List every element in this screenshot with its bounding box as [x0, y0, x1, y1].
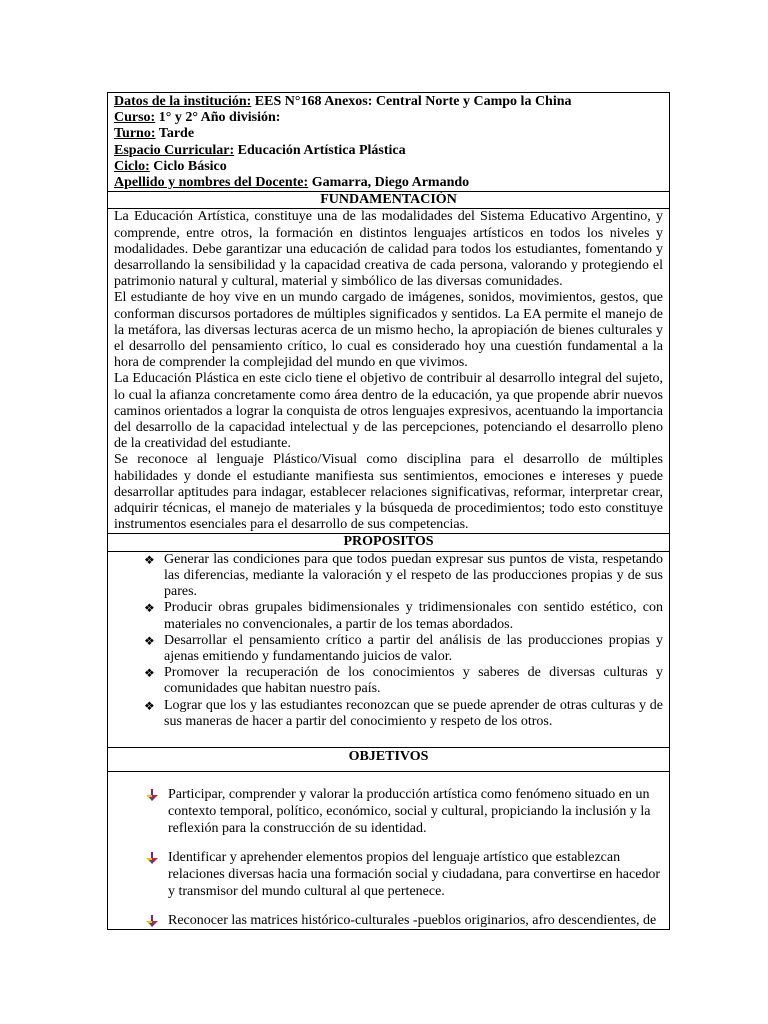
teacher-value: Gamarra, Diego Armando: [308, 175, 470, 191]
fundamentacion-title-row: [108, 192, 670, 209]
course-label: Curso:: [114, 110, 156, 126]
shift-line: [114, 126, 663, 142]
curricular-space-value: Educación Artística Plástica: [234, 142, 406, 158]
fundamentacion-paragraph: La Educación Artística, constituye una de las modalidades del Sistema Educativo Argentino, y comprende, entre otros, la formación en distintos lenguajes artísticos en todos los niveles y modalidades. Debe garantizar una educación de calidad para todos los estudiantes, fomentando y desarrollando la sensibilidad y la capacidad creativa de cada persona, valorando y protegiendo el patrimonio natural y cultural, material y simbólico de las diversas comunidades.: [114, 209, 663, 290]
institution-line: [114, 94, 663, 110]
list-item: [144, 633, 663, 665]
objetivos-body-row: [108, 772, 670, 930]
list-item: [144, 786, 663, 837]
fundamentacion-paragraph: El estudiante de hoy vive en un mundo cargado de imágenes, sonidos, movimientos, gestos, que conforman discursos portadores de múltiples significados y sentidos. La EA permite el manejo de la metáfora, las diversas lecturas acerca de un mismo hecho, la apropiación de bienes culturales y el desarrollo del pensamiento crítico, lo cual es considerado hoy una cuestión fundamental a la hora de comprender la complejidad del mundo en que vivimos.: [114, 290, 663, 371]
propositos-body-row: [108, 551, 670, 747]
objetivos-list: [114, 786, 663, 929]
list-item-text: Reconocer las matrices histórico-culturales -pueblos originarios, afro descendientes, de: [168, 913, 657, 929]
list-item-text: Producir obras grupales bidimensionales y tridimensionales con sentido estético, con materiales no convencionales, a partir de los temas abordados.: [164, 600, 663, 632]
course-value: 1° y 2° Año división:: [155, 110, 281, 126]
objetivos-title: OBJETIVOS: [108, 747, 670, 771]
list-item: [144, 912, 663, 929]
curricular-space-line: [114, 143, 663, 159]
colored-arrow-bullet-icon: [146, 852, 158, 864]
list-item-text: Generar las condiciones para que todos puedan expresar sus puntos de vista, respetando las diferencias, mediante la valoración y el respeto de las producciones propias y de sus pares.: [164, 551, 663, 600]
fundamentacion-paragraph: Se reconoce al lenguaje Plástico/Visual como disciplina para el desarrollo de múltiples habilidades y donde el estudiante manifiesta sus sentimientos, emociones e intereses y puede desarrollar aptitudes para indagar, establecer relaciones significativas, reformar, interpretar crear, adquirir técnicas, el manejo de materiales y la búsqueda de procedimientos; todo esto constituye instrumentos esenciales para el desarrollo de sus competencias.: [114, 452, 663, 533]
diamond-bullet-icon: ❖: [144, 552, 155, 567]
propositos-body: [108, 551, 670, 747]
list-item-text: Identificar y aprehender elementos propios del lenguaje artístico que establezcan relaciones diversas hacia una formación social y ciudadana, para convertirse en hacedor y transmisor del mundo cultural al que pertenece.: [168, 850, 661, 900]
diamond-bullet-icon: ❖: [144, 601, 155, 616]
document-page: [107, 92, 670, 930]
fundamentacion-body-row: [108, 209, 670, 534]
list-item-text: Promover la recuperación de los conocimientos y saberes de diversas culturas y comunidades que habitan nuestro país.: [164, 665, 663, 697]
institution-data-cell: [108, 93, 670, 192]
cycle-label: Ciclo:: [114, 158, 150, 174]
course-line: [114, 110, 663, 126]
teacher-label: Apellido y nombres del Docente:: [114, 175, 309, 191]
colored-arrow-bullet-icon: [146, 789, 158, 801]
cycle-value: Ciclo Básico: [149, 158, 227, 174]
list-item: [144, 600, 663, 632]
fundamentacion-paragraph: La Educación Plástica en este ciclo tiene el objetivo de contribuir al desarrollo integral del sujeto, lo cual la afianza concretamente como área dentro de la educación, ya que propende abrir nuevos caminos orientados a lograr la conquista de otros lenguajes expresivos, acentuando la importancia del desarrollo de la capacidad intelectual y de las percepciones, potenciando el desarrollo pleno de la creatividad del estudiante.: [114, 371, 663, 452]
list-item-text: Participar, comprender y valorar la producción artística como fenómeno situado en un contexto temporal, político, económico, social y cultural, propiciando la inclusión y la reflexión para la construcción de su identidad.: [168, 787, 651, 837]
list-item: [144, 698, 663, 730]
list-item: [144, 552, 663, 601]
list-item: [144, 849, 663, 900]
shift-label: Turno:: [114, 126, 156, 142]
propositos-title: PROPOSITOS: [108, 534, 670, 551]
propositos-title-row: [108, 534, 670, 551]
diamond-bullet-icon: ❖: [144, 698, 155, 713]
fundamentacion-body: [108, 209, 670, 534]
propositos-list: [114, 552, 663, 730]
list-item: [144, 665, 663, 697]
list-item-text: Desarrollar el pensamiento crítico a partir del análisis de las producciones propias y ajenas emitiendo y fundamentando juicios de valor.: [164, 632, 663, 664]
objetivos-title-row: [108, 747, 670, 771]
diamond-bullet-icon: ❖: [144, 633, 155, 648]
planning-table: [107, 92, 670, 930]
shift-value: Tarde: [155, 126, 195, 142]
curricular-space-label: Espacio Curricular:: [114, 142, 235, 158]
cycle-line: [114, 159, 663, 175]
diamond-bullet-icon: ❖: [144, 666, 155, 681]
fundamentacion-title: FUNDAMENTACIÓN: [108, 192, 670, 209]
institution-label: Datos de la institución:: [114, 94, 252, 109]
institution-value: EES N°168 Anexos: Central Norte y Campo la China: [251, 94, 572, 109]
header-row: [108, 93, 670, 192]
objetivos-body: [108, 772, 670, 930]
colored-arrow-bullet-icon: [146, 915, 158, 927]
list-item-text: Lograr que los y las estudiantes reconozcan que se puede aprender de otras culturas y de sus maneras de hacer a partir del conocimiento y respeto de los otros.: [164, 697, 663, 729]
teacher-line: [114, 175, 663, 191]
